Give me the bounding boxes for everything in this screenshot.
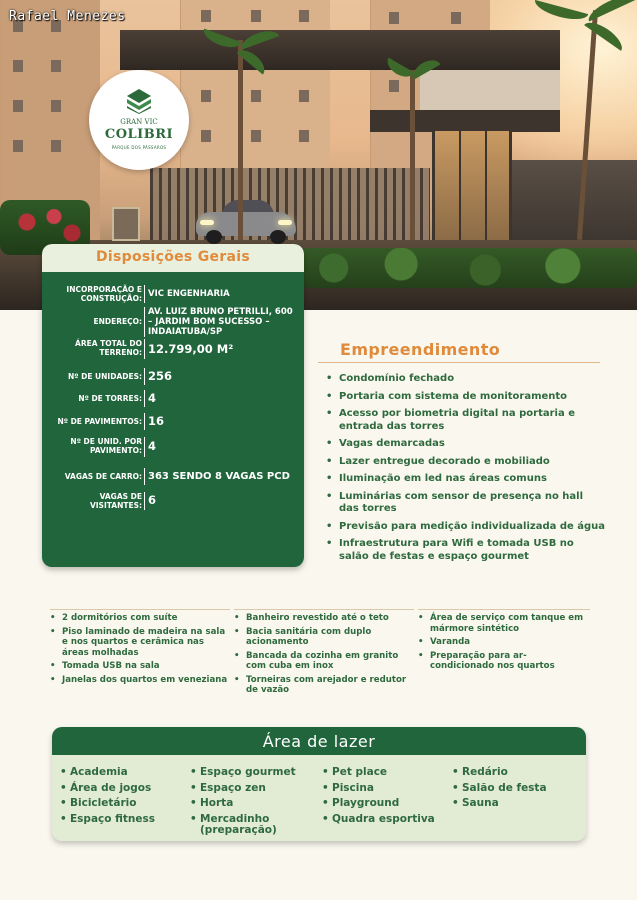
list-item: • Espaço zen [190, 783, 320, 795]
list-item: • 2 dormitórios com suíte [50, 613, 230, 624]
leisure-col-4 [452, 767, 580, 814]
list-item: • Lazer entregue decorado e mobiliado [326, 456, 606, 469]
brand-logo [89, 70, 189, 170]
spec-value: 6 [148, 493, 157, 507]
list-item: • Salão de festa [452, 783, 580, 795]
development-title: Empreendimento [340, 340, 501, 359]
spec-separator [144, 437, 145, 457]
list-item: • Bancada da cozinha em granito com cuba em inox [234, 651, 414, 672]
spec-value: 363 SENDO 8 VAGAS PCD [148, 471, 290, 482]
list-item: • Banheiro revestido até o teto [234, 613, 414, 624]
list-item: • Quadra esportiva [322, 814, 450, 826]
list-item: • Varanda [418, 637, 590, 648]
list-item: • Preparação para ar-condicionado nos quartos [418, 651, 590, 672]
list-item: • Bacia sanitária com duplo acionamento [234, 627, 414, 648]
list-item: • Luminárias com sensor de presença no hall das torres [326, 491, 606, 516]
list-item: • Redário [452, 767, 580, 779]
list-item: • Vagas demarcadas [326, 438, 606, 451]
spec-label: Nº DE PAVIMENTOS: [57, 417, 142, 426]
garden-hedge [300, 248, 637, 288]
list-item: • Espaço gourmet [190, 767, 320, 779]
watermark-text: Rafael Menezes [9, 9, 126, 24]
spec-label: Nº DE TORRES: [78, 394, 142, 403]
spec-label: VAGAS DE CARRO: [64, 472, 142, 481]
list-item: • Horta [190, 798, 320, 810]
list-item: • Janelas dos quartos em veneziana [50, 675, 230, 686]
development-divider [318, 362, 600, 363]
general-specs-title: Disposições Gerais [42, 244, 304, 272]
general-specs-card [42, 244, 304, 567]
list-item: • Bicicletário [60, 798, 186, 810]
spec-value: AV. LUIZ BRUNO PETRILLI, 600 – JARDIM BOM SUCESSO – INDAIATUBA/SP [148, 307, 293, 337]
logo-line-2: COLIBRI [104, 127, 174, 142]
list-item: • Infraestrutura para Wifi e tomada USB no salão de festas e espaço gourmet [326, 538, 606, 563]
entrance-portal-roof [120, 30, 560, 70]
leisure-col-1 [60, 767, 186, 829]
development-list [326, 373, 606, 568]
list-item: • Piscina [322, 783, 450, 795]
list-item: • Tomada USB na sala [50, 661, 230, 672]
spec-label: Nº DE UNID. POR PAVIMENTO: [70, 437, 142, 455]
spec-separator [144, 413, 145, 430]
list-item: • Área de serviço com tanque em mármore sintético [418, 613, 590, 634]
apartment-features-col-3 [418, 609, 590, 675]
list-item: • Playground [322, 798, 450, 810]
guard-house-glass [432, 128, 512, 246]
list-item: • Previsão para medição individualizada de água [326, 521, 606, 534]
list-item: • Área de jogos [60, 783, 186, 795]
list-item: • Espaço fitness [60, 814, 186, 826]
list-item: • Condomínio fechado [326, 373, 606, 386]
spec-label: ÁREA TOTAL DO TERRENO: [75, 339, 142, 357]
list-item: • Acesso por biometria digital na portaria e entrada das torres [326, 408, 606, 433]
spec-value: 12.799,00 M² [148, 342, 234, 356]
spec-value: 4 [148, 439, 157, 453]
leisure-area-title: Área de lazer [52, 727, 586, 755]
spec-label: Nº DE UNIDADES: [67, 372, 142, 381]
spec-value: VIC ENGENHARIA [148, 289, 230, 299]
leisure-col-2 [190, 767, 320, 841]
spec-separator [144, 468, 145, 485]
palm-tree-trunk [238, 40, 243, 240]
spec-separator [144, 307, 145, 337]
list-item: • Pet place [322, 767, 450, 779]
spec-value: 256 [148, 369, 173, 383]
list-item: • Sauna [452, 798, 580, 810]
list-item: • Iluminação em led nas áreas comuns [326, 473, 606, 486]
palm-tree-trunk [410, 70, 415, 240]
apartment-features-col-2 [234, 609, 414, 699]
spec-separator [144, 368, 145, 385]
spec-label: ENDEREÇO: [93, 317, 142, 326]
spec-separator [144, 285, 145, 303]
spec-value: 4 [148, 391, 157, 405]
list-item: • Academia [60, 767, 186, 779]
list-item: • Piso laminado de madeira na sala e nos quartos e cerâmica nas áreas molhadas [50, 627, 230, 659]
leisure-col-3 [322, 767, 450, 829]
spec-label: INCORPORAÇÃO E CONSTRUÇÃO: [66, 285, 142, 303]
spec-separator [144, 339, 145, 359]
perimeter-wall [512, 160, 637, 250]
spec-separator [144, 390, 145, 407]
logo-line-1: GRAN VIC [120, 118, 158, 126]
leisure-area-card [52, 727, 586, 841]
spec-value: 16 [148, 414, 165, 428]
list-item: • Portaria com sistema de monitoramento [326, 391, 606, 404]
list-item: • Mercadinho (preparação) [190, 814, 300, 837]
leaf-building-icon [126, 88, 152, 114]
entrance-sign [112, 207, 140, 241]
car-image [196, 200, 296, 244]
logo-line-3: PARQUE DOS PÁSSAROS [111, 145, 167, 150]
list-item: • Torneiras com arejador e redutor de vazão [234, 675, 414, 696]
spec-label: VAGAS DE VISITANTES: [89, 492, 142, 510]
apartment-features-col-1 [50, 609, 230, 688]
spec-separator [144, 492, 145, 510]
